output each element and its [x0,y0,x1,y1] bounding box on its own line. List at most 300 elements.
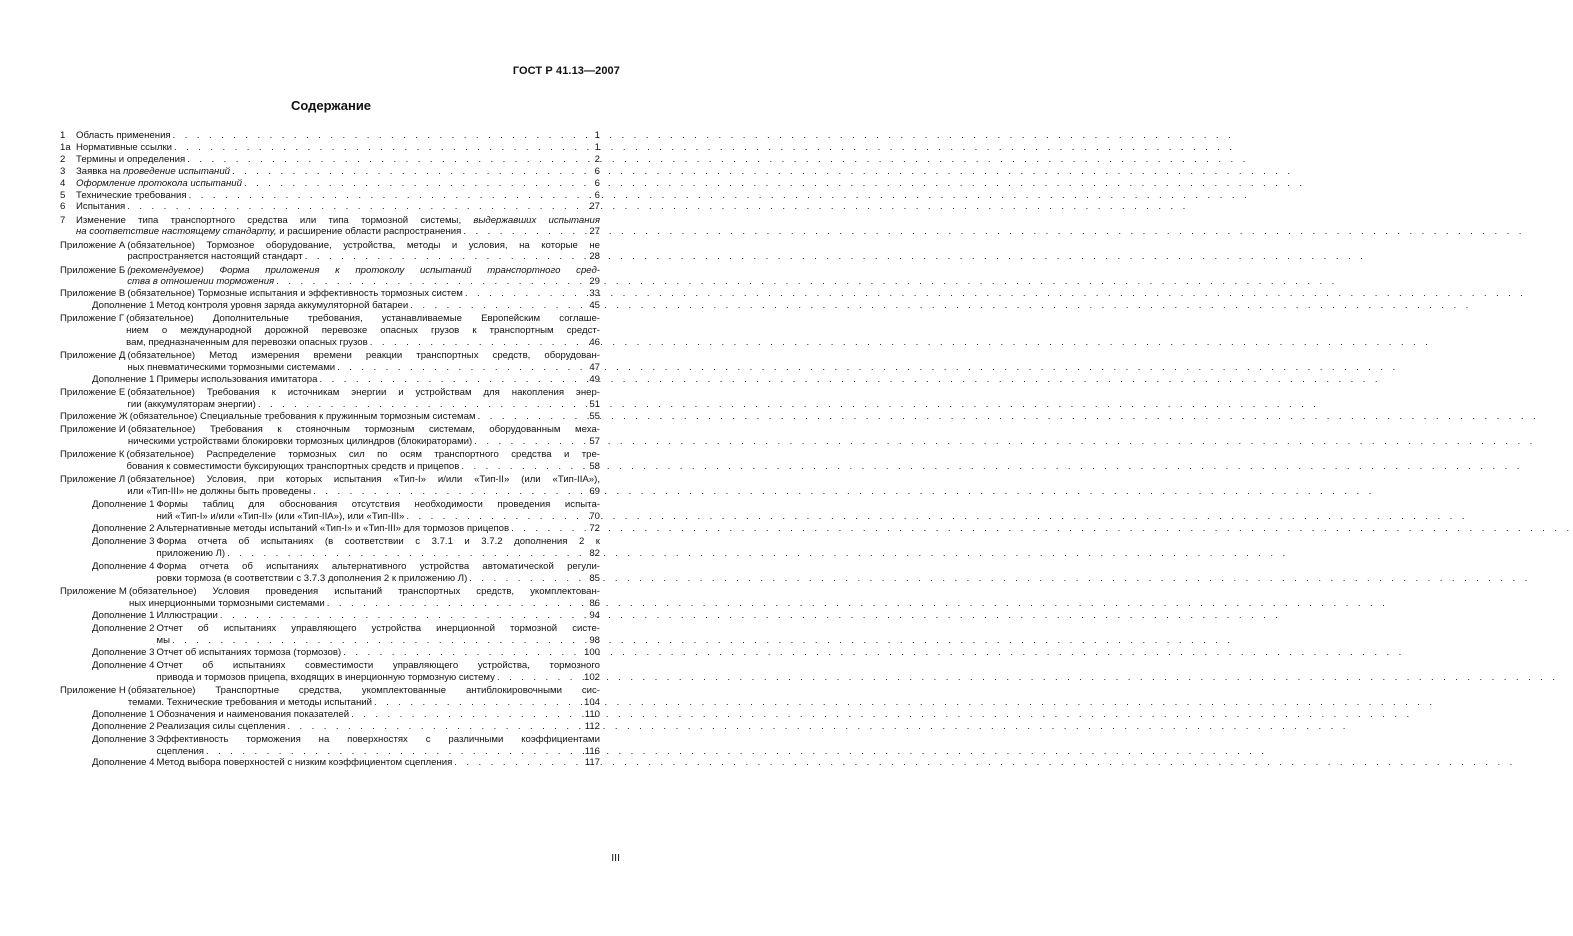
toc-text-segment: Отчет об испытаниях совместимости управляющего устройства, тормозного [156,659,600,671]
toc-entry-prefix: Дополнение 3 [92,535,155,547]
toc-text-segment: Обозначения и наименования показателей [156,708,350,720]
toc-text-segment: Реализация силы сцепления [156,720,286,732]
toc-line-text [129,598,325,610]
toc-entry-prefix: Приложение Л [60,474,126,486]
toc-text-segment: приложению Л) [156,547,226,559]
toc-page-number: 46 [589,337,600,349]
toc-text-segment: гии (аккумуляторам энергии) [127,399,256,411]
toc-line-text [126,313,600,325]
toc-entry[interactable] [60,215,600,239]
toc-text-segment: ных инерционными тормозными системами [128,597,325,609]
toc-page-number: 51 [589,399,600,411]
toc-entry-prefix: Приложение И [60,424,126,436]
toc-entry-prefix: Дополнение 4 [92,560,155,572]
toc-line-text [157,536,601,548]
toc-text-segment: (обязательное) Специальные требования к пружинным тормозным системам [129,410,476,422]
toc-entry-prefix: Дополнение 1 [92,300,155,312]
toc-entry[interactable] [60,561,600,585]
toc-line-text [157,647,342,659]
toc-entry-text [157,610,601,622]
toc-leader-dots [125,201,576,213]
toc-text-segment: вам, предназначенным для перевозки опасных грузов [126,337,368,349]
toc-line-text [127,350,600,362]
toc-leader-dots [452,757,576,769]
toc-text-segment: выдержавших испытания [473,214,600,226]
toc-entry-line [76,201,600,213]
toc-line-text [157,709,350,721]
toc-page-number: 57 [589,435,600,447]
toc-text-segment: Метод контроля уровня заряда аккумуляторной батареи [156,300,409,312]
toc-leader-dots [467,573,576,585]
toc-text-segment: Испытания [76,201,126,213]
toc-entry-prefix: Дополнение 3 [92,646,155,658]
toc-page-number: 104 [583,696,600,708]
toc-line-text [157,623,601,635]
toc-leader-dots [509,523,576,535]
toc-entry-line [157,561,601,573]
toc-entry-text [157,709,601,721]
toc-line-text [127,362,335,374]
toc-entry-line [157,647,601,659]
toc-text-segment: ний «Тип-I» и/или «Тип-II» (или «Тип-IIA»), или «Тип-III» [156,510,405,522]
toc-entry[interactable] [60,374,600,386]
toc-entry[interactable] [60,523,600,535]
toc-page-number: 27 [589,226,600,238]
toc-leader-dots [172,142,576,154]
toc-entry-text [127,387,600,411]
toc-line-text [76,215,600,227]
toc-entry[interactable] [60,130,600,142]
toc-text-segment: ных пневматическими тормозными системами [127,362,336,374]
toc-leader-dots [495,672,576,684]
toc-text-segment: (рекомендуемое) Форма приложения к протоколу испытаний транспортного сред- [127,264,600,276]
toc-entry-line [127,276,600,288]
toc-entry-text [157,536,601,560]
toc-entry[interactable] [60,350,600,374]
toc-entry-line [157,374,601,386]
toc-text-segment: Иллюстрации [156,609,218,621]
toc-entry[interactable] [60,647,600,659]
toc-text-segment: или «Тип-III» не должны быть проведены [127,485,312,497]
toc-line-text [127,474,600,486]
toc-entry[interactable] [60,499,600,523]
toc-entry-text [76,215,600,239]
toc-entry-text [157,721,601,733]
toc-page-number: 49 [589,374,600,386]
toc-text-segment: (обязательное) Тормозные испытания и эффективность тормозных систем [127,288,463,300]
toc-entry-prefix: Приложение Ж [60,410,128,422]
toc-entry-prefix: Приложение Б [60,264,126,276]
toc-line-text [127,486,311,498]
toc-entry-line [126,337,600,349]
toc-entry-text [127,288,600,300]
toc-entry-line [157,610,601,622]
toc-leader-dots [472,436,576,448]
toc-entry-text [76,154,600,166]
toc-entry[interactable] [60,660,600,684]
toc-line-text [157,610,218,622]
toc-entry-line [76,154,600,166]
toc-page-number: 6 [594,177,600,189]
toc-leader-dots [187,190,576,202]
toc-entry[interactable] [60,474,600,498]
toc-entry[interactable] [60,240,600,264]
toc-leader-dots [218,610,576,622]
toc-entry-number: 3 [60,165,66,177]
toc-leader-dots [476,411,576,423]
toc-page-number: 28 [589,251,600,263]
toc-entry-prefix: Приложение А [60,239,126,251]
toc-entry-text [157,623,601,647]
toc-entry-text [157,734,601,758]
toc-entry-prefix: Приложение Е [60,387,126,399]
toc-line-text [127,276,274,288]
toc-entry-line [126,325,600,337]
toc-leader-dots [459,461,576,473]
toc-text-segment: ства в отношении торможения [127,276,275,288]
toc-entry-line [127,449,600,461]
toc-entry-text [157,300,601,312]
toc-entry-text [76,178,600,190]
toc-leader-dots [225,548,576,560]
toc-text-segment: Технические требования [76,189,187,201]
toc-text-segment: Изменение типа транспортного средства или типа тормозной системы, [76,214,474,226]
toc-entry[interactable] [60,709,600,721]
toc-entry-line [127,288,600,300]
toc-entry-line [157,300,601,312]
toc-text-segment: нием о международной дорожной перевозке опасных грузов к транспортным средст- [126,325,600,337]
page-number: III [611,852,620,864]
toc-line-text [130,411,476,423]
toc-text-segment: Термины и определения [76,153,186,165]
toc-leader-dots [325,598,576,610]
toc-page-number: 55 [589,410,600,422]
toc-page-number: 70 [589,510,600,522]
toc-text-segment: (обязательное) Условия, при которых испытания «Тип-I» и/или «Тип-II» (или «Тип-IIA»), [127,474,600,486]
toc-line-text [126,325,600,337]
toc-line-text [129,586,600,598]
toc-leader-dots [256,399,576,411]
toc-line-text [157,523,510,535]
toc-entry-prefix: Дополнение 1 [92,374,155,386]
toc-page-number: 72 [589,522,600,534]
toc-entry-prefix: Приложение М [60,585,127,597]
toc-text-segment: (обязательное) Транспортные средства, укомплектованные антиблокировочными сис- [127,684,600,696]
toc-entry-prefix: Дополнение 1 [92,499,155,511]
toc-entry-line [157,757,601,769]
toc-entry-line [157,499,601,511]
toc-entry-prefix: Дополнение 1 [92,708,155,720]
page-title: Содержание [290,98,372,113]
toc-line-text [127,265,600,277]
toc-entry-line [157,746,601,758]
toc-entry[interactable] [60,265,600,289]
toc-leader-dots [372,697,576,709]
toc-entry-text [130,411,600,423]
toc-leader-dots [285,721,576,733]
toc-entry-line [76,178,600,190]
toc-entry-number: 5 [60,189,66,201]
toc-entry-line [157,709,601,721]
toc-line-text [76,130,171,142]
toc-text-segment: (обязательное) Дополнительные требования, устанавливаемые Европейским соглаше- [126,313,600,325]
toc-text-segment: Формы таблиц для обоснования отсутствия необходимости проведения испыта- [156,499,600,511]
toc-entry-text [128,685,600,709]
toc-text-segment: Отчет об испытаниях тормоза (тормозов) [156,646,342,658]
toc-line-text [127,461,460,473]
toc-line-text [76,154,185,166]
toc-line-text [157,573,468,585]
toc-entry-line [157,573,601,585]
toc-page-number: 116 [584,745,600,757]
toc-leader-dots [170,635,576,647]
toc-entry[interactable] [60,536,600,560]
toc-leader-dots [408,300,576,312]
toc-page-number: 27 [589,201,600,213]
toc-line-text [157,746,205,758]
toc-line-text [127,449,600,461]
toc-entry-prefix: Дополнение 4 [92,659,155,671]
toc-entry[interactable] [60,178,600,190]
toc-leader-dots [317,374,576,386]
toc-entry-number: 4 [60,177,66,189]
toc-line-text [157,374,318,386]
toc-entry-prefix: Дополнение 2 [92,720,155,732]
toc-entry-text [76,130,600,142]
toc-leader-dots [368,337,576,349]
toc-leader-dots [303,251,576,263]
toc-line-text [157,511,405,523]
toc-entry-line [130,411,600,423]
toc-entry-line [129,586,600,598]
toc-page-number: 100 [583,646,600,658]
toc-entry[interactable] [60,586,600,610]
toc-entry-text [127,350,600,374]
toc-page-number: 6 [594,189,600,201]
toc-leader-dots [204,746,576,758]
toc-text-segment: привода и тормозов прицепа, входящих в инерционную тормозную систему [156,671,495,683]
toc-leader-dots [242,178,576,190]
toc-entry-line [128,697,600,709]
toc-line-text [157,561,601,573]
toc-entry[interactable] [60,685,600,709]
toc-text-segment: ровки тормоза (в соответствии с 3.7.3 дополнения 2 к приложению Л) [156,572,468,584]
toc-entry[interactable] [60,154,600,166]
toc-text-segment: Отчет об испытаниях управляющего устройства инерционной тормозной систе- [156,622,600,634]
toc-text-segment: (обязательное) Условия проведения испытаний транспортных средств, укомплектован- [128,585,600,597]
toc-entry[interactable] [60,313,600,349]
toc-text-segment: Оформление протокола испытаний [76,177,242,189]
toc-page-number: 1 [594,141,600,153]
toc-entry-line [76,215,600,227]
toc-entry-line [127,399,600,411]
toc-line-text [76,178,242,190]
toc-entry-prefix: Приложение В [60,288,126,300]
toc-entry-number: 1а [60,141,71,153]
toc-entry-line [157,523,601,535]
toc-entry-prefix: Дополнение 2 [92,622,155,634]
toc-entry[interactable] [60,424,600,448]
toc-line-text [157,300,409,312]
toc-entry-line [127,474,600,486]
toc-page-number: 82 [589,547,600,559]
toc-text-segment: (обязательное) Распределение тормозных сил по осям транспортного средства и тре- [126,449,600,461]
toc-text-segment: (обязательное) Требования к источникам энергии и устройствам для накопления энер- [127,387,600,399]
toc-entry[interactable] [60,411,600,423]
toc-line-text [157,672,495,684]
toc-page-number: 45 [589,300,600,312]
toc-page-number: 29 [589,276,600,288]
toc-entry-prefix: Дополнение 3 [92,733,155,745]
toc-entry[interactable] [60,734,600,758]
toc-line-text [157,660,601,672]
toc-line-text [127,251,302,263]
toc-entry-text [76,190,600,202]
toc-line-text [128,424,600,436]
toc-entry-text [128,424,600,448]
toc-leader-dots [349,709,576,721]
toc-line-text [127,387,600,399]
toc-entry-text [76,142,600,154]
toc-line-text [128,697,372,709]
toc-text-segment: Альтернативные методы испытаний «Тип-I» и «Тип-III» для тормозов прицепов [156,522,510,534]
toc-entry-text [127,449,600,473]
toc-entry-text [127,474,600,498]
toc-page-number: 47 [589,362,600,374]
toc-entry-line [126,313,600,325]
toc-entry-line [157,536,601,548]
toc-leader-dots [461,226,576,238]
toc-entry-line [127,350,600,362]
toc-line-text [157,734,601,746]
toc-entry-text [127,240,600,264]
toc-page-number: 102 [583,671,600,683]
toc-entry-line [157,635,601,647]
toc-entry-line [157,672,601,684]
toc-entry-line [127,486,600,498]
toc-text-segment: мы [156,634,170,646]
toc-entry-prefix: Дополнение 2 [92,522,155,534]
toc-entry[interactable] [60,300,600,312]
toc-entry[interactable] [60,623,600,647]
toc-entry-line [127,240,600,252]
toc-line-text [128,436,472,448]
toc-entry-text [157,660,601,684]
toc-line-text [157,499,601,511]
table-of-contents [60,130,600,769]
toc-leader-dots [185,154,576,166]
toc-entry-number: 7 [60,214,66,226]
toc-entry[interactable] [60,166,600,178]
toc-line-text [157,757,453,769]
toc-entry-prefix: Дополнение 4 [92,757,155,769]
toc-entry-number: 1 [60,130,66,141]
toc-text-segment: проведение испытаний [123,165,231,177]
toc-page-number: 85 [589,572,600,584]
toc-line-text [76,190,187,202]
toc-page-number: 1 [594,130,600,141]
toc-entry[interactable] [60,288,600,300]
toc-line-text [76,226,461,238]
toc-entry[interactable] [60,721,600,733]
toc-entry-line [127,251,600,263]
toc-entry-text [126,313,600,349]
toc-entry-prefix: Приложение Д [60,350,126,362]
toc-entry-line [128,685,600,697]
toc-line-text [157,721,286,733]
toc-entry[interactable] [60,190,600,202]
toc-page-number: 117 [584,757,600,769]
toc-page-number: 69 [589,485,600,497]
toc-entry-line [157,721,601,733]
toc-entry[interactable] [60,387,600,411]
toc-page-number: 2 [594,153,600,165]
toc-page-number: 94 [589,609,600,621]
toc-entry-number: 6 [60,201,66,213]
toc-entry-text [157,757,601,769]
toc-entry-line [76,226,600,238]
toc-entry-prefix: Приложение Г [60,313,125,325]
toc-entry[interactable] [60,201,600,213]
toc-text-segment: Нормативные ссылки [76,141,173,153]
toc-entry-line [127,265,600,277]
toc-leader-dots [311,486,576,498]
toc-text-segment: и расширение области распространения [276,226,462,238]
toc-text-segment: Область применения [76,130,171,141]
toc-leader-dots [463,288,576,300]
toc-entry-line [157,734,601,746]
toc-text-segment: Заявка на [76,165,124,177]
toc-entry[interactable] [60,757,600,769]
toc-page-number: 6 [594,165,600,177]
page-header-standard: ГОСТ Р 41.13—2007 [512,65,620,77]
toc-entry-line [157,511,601,523]
toc-text-segment: на соответствие настоящему стандарту, [76,226,277,238]
toc-line-text [157,635,171,647]
toc-entry-line [127,362,600,374]
toc-line-text [127,288,463,300]
toc-entry[interactable] [60,142,600,154]
toc-line-text [157,548,226,560]
toc-line-text [76,142,172,154]
toc-entry[interactable] [60,449,600,473]
toc-entry-line [76,130,600,142]
toc-text-segment: Форма отчета об испытаниях (в соответствии с 3.7.1 и 3.7.2 дополнения 2 к [156,535,600,547]
toc-text-segment: темами. Технические требования и методы испытаний [127,696,373,708]
toc-text-segment: сцепления [156,745,205,757]
toc-entry-text [157,499,601,523]
toc-text-segment: (обязательное) Тормозное оборудование, устройства, методы и условия, на которые не [127,239,600,251]
toc-entry-number: 2 [60,153,66,165]
toc-leader-dots [404,511,576,523]
toc-page-number: 98 [589,634,600,646]
toc-leader-dots [274,276,576,288]
toc-line-text [128,685,600,697]
toc-entry-prefix: Приложение Н [60,684,126,696]
toc-text-segment: ническими устройствами блокировки тормозных цилиндров (блокираторами) [127,435,473,447]
toc-text-segment: Метод выбора поверхностей с низким коэффициентом сцепления [156,757,453,769]
toc-page-number: 110 [584,708,600,720]
toc-entry-text [76,166,600,178]
toc-entry-text [127,265,600,289]
toc-entry-text [76,201,600,213]
toc-line-text [76,166,230,178]
toc-entry-line [127,387,600,399]
toc-entry[interactable] [60,610,600,622]
toc-text-segment: бования к совместимости буксирующих транспортных средств и прицепов [126,460,460,472]
toc-line-text [127,240,600,252]
toc-line-text [127,399,256,411]
